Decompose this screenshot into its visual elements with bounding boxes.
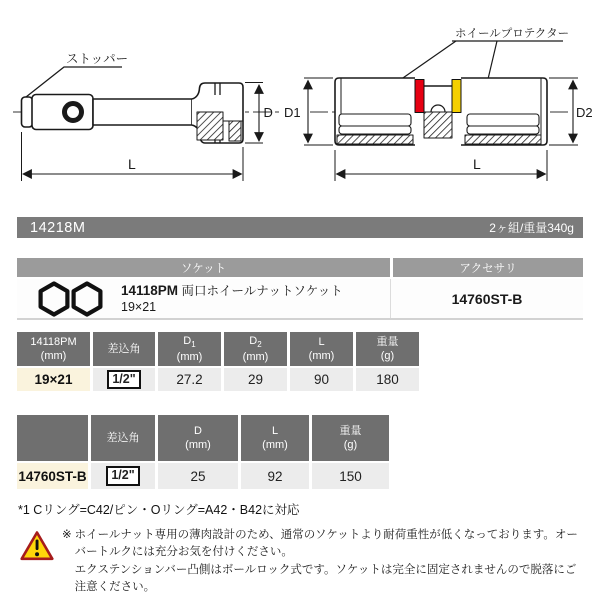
- set-table-header-row: [17, 258, 583, 277]
- warning-paragraph-2: エクステンションバー凸側はボールロック式です。ソケットは完全に固定されませんので脱落にご注意ください。: [74, 563, 577, 593]
- spec2-drive-cell: [91, 463, 155, 489]
- joint-section-hatch: [424, 112, 452, 138]
- stopper-label: ストッパー: [66, 52, 129, 66]
- spec2-d-cell: 25: [158, 463, 238, 489]
- dim-label-d: D: [263, 105, 273, 120]
- spec2-weight-cell: 150: [312, 463, 389, 489]
- drive-size-badge: 1/2": [107, 370, 140, 390]
- socket-description: [121, 282, 343, 315]
- dim-label-l: L: [473, 156, 481, 172]
- spec2-header-d: D (mm): [158, 415, 238, 461]
- product-title-bar: [17, 217, 583, 238]
- spec2-header-blank: [17, 415, 88, 461]
- technical-drawing: [0, 0, 600, 212]
- warning-block: [20, 527, 583, 596]
- wheel-nut-socket-drawing: [284, 27, 593, 181]
- dim-label-d2: D2: [576, 105, 593, 120]
- warning-paragraph-1: ホイールナット専用の薄肉設計のため、通常のソケットより耐荷重性が低くなっております。オーバートルクには充分お気を付けください。: [74, 529, 578, 559]
- wheel-protector-yellow-band: [452, 80, 461, 113]
- bore-step: [467, 126, 539, 134]
- hexagon-socket-icons: [37, 281, 105, 317]
- socket-size: 19×21: [121, 300, 157, 315]
- section-hatch: [229, 121, 241, 141]
- bore-step: [339, 126, 411, 134]
- bore-step: [467, 114, 539, 126]
- warning-text: [75, 527, 583, 596]
- accessory-cell: 14760ST-B: [390, 279, 583, 318]
- spec2-header-weight: 重量 (g): [312, 415, 389, 461]
- spec2-header-drive: 差込角: [91, 415, 155, 461]
- warning-triangle-icon: [20, 530, 54, 567]
- section-hatch: [465, 135, 541, 144]
- spec1-header-d2: $D_2$ (mm): [224, 332, 287, 366]
- set-contents-table: [17, 258, 583, 320]
- section-hatch: [337, 135, 413, 144]
- stopper-tip: [22, 97, 33, 127]
- spec1-d1-cell: 27.2: [158, 368, 221, 391]
- product-model-number: 14218M: [30, 219, 86, 236]
- wheel-protector-red-band: [415, 80, 424, 113]
- socket-column-header: ソケット: [17, 258, 390, 277]
- extension-bar-drawing: [13, 52, 283, 181]
- socket-cell: [17, 279, 390, 318]
- hexagon-socket-icon: [74, 283, 101, 314]
- stopper-leader-line: [26, 67, 122, 97]
- spec1-header-d1: $D_1$ (mm): [158, 332, 221, 366]
- compatibility-footnote: *1 Cリング=C42/ピン・Oリング=A42・B42に対応: [18, 503, 300, 517]
- drive-size-badge: 1/2": [106, 466, 139, 486]
- dim-label-l: L: [128, 156, 136, 172]
- section-hatch: [197, 112, 223, 140]
- spec1-weight-cell: 180: [356, 368, 419, 391]
- spec1-header-drive: 差込角: [93, 332, 155, 366]
- warning-marker: ※: [62, 529, 72, 541]
- spec2-header-l: L (mm): [241, 415, 309, 461]
- pin-hole: [65, 104, 82, 121]
- accessory-column-header: アクセサリ: [393, 258, 583, 277]
- hexagon-socket-icon: [41, 283, 68, 314]
- spec1-header-model: 14118PM (mm): [17, 332, 90, 366]
- socket-name: 両口ホイールナットソケット: [181, 283, 343, 298]
- accessory-spec-table: [17, 415, 389, 489]
- shaft: [93, 99, 192, 125]
- spec1-d2-cell: 29: [224, 368, 287, 391]
- socket-spec-table: [17, 332, 419, 391]
- wheel-protector-label: ホイールプロテクター: [455, 28, 570, 40]
- set-quantity-weight: 2ヶ組/重量340g: [489, 221, 574, 235]
- spec1-header-l: L (mm): [290, 332, 353, 366]
- set-table-body-row: [17, 279, 583, 320]
- spec1-l-cell: 90: [290, 368, 353, 391]
- spec1-drive-cell: [93, 368, 155, 391]
- socket-model: 14118PM: [121, 282, 179, 298]
- ball-detent: [431, 105, 445, 112]
- spec1-size-cell: 19×21: [17, 368, 90, 391]
- bore-step: [339, 114, 411, 126]
- spec2-model-cell: 14760ST-B: [17, 463, 88, 489]
- spec1-header-weight: 重量 (g): [356, 332, 419, 366]
- dim-label-d1: D1: [284, 105, 301, 120]
- spec2-l-cell: 92: [241, 463, 309, 489]
